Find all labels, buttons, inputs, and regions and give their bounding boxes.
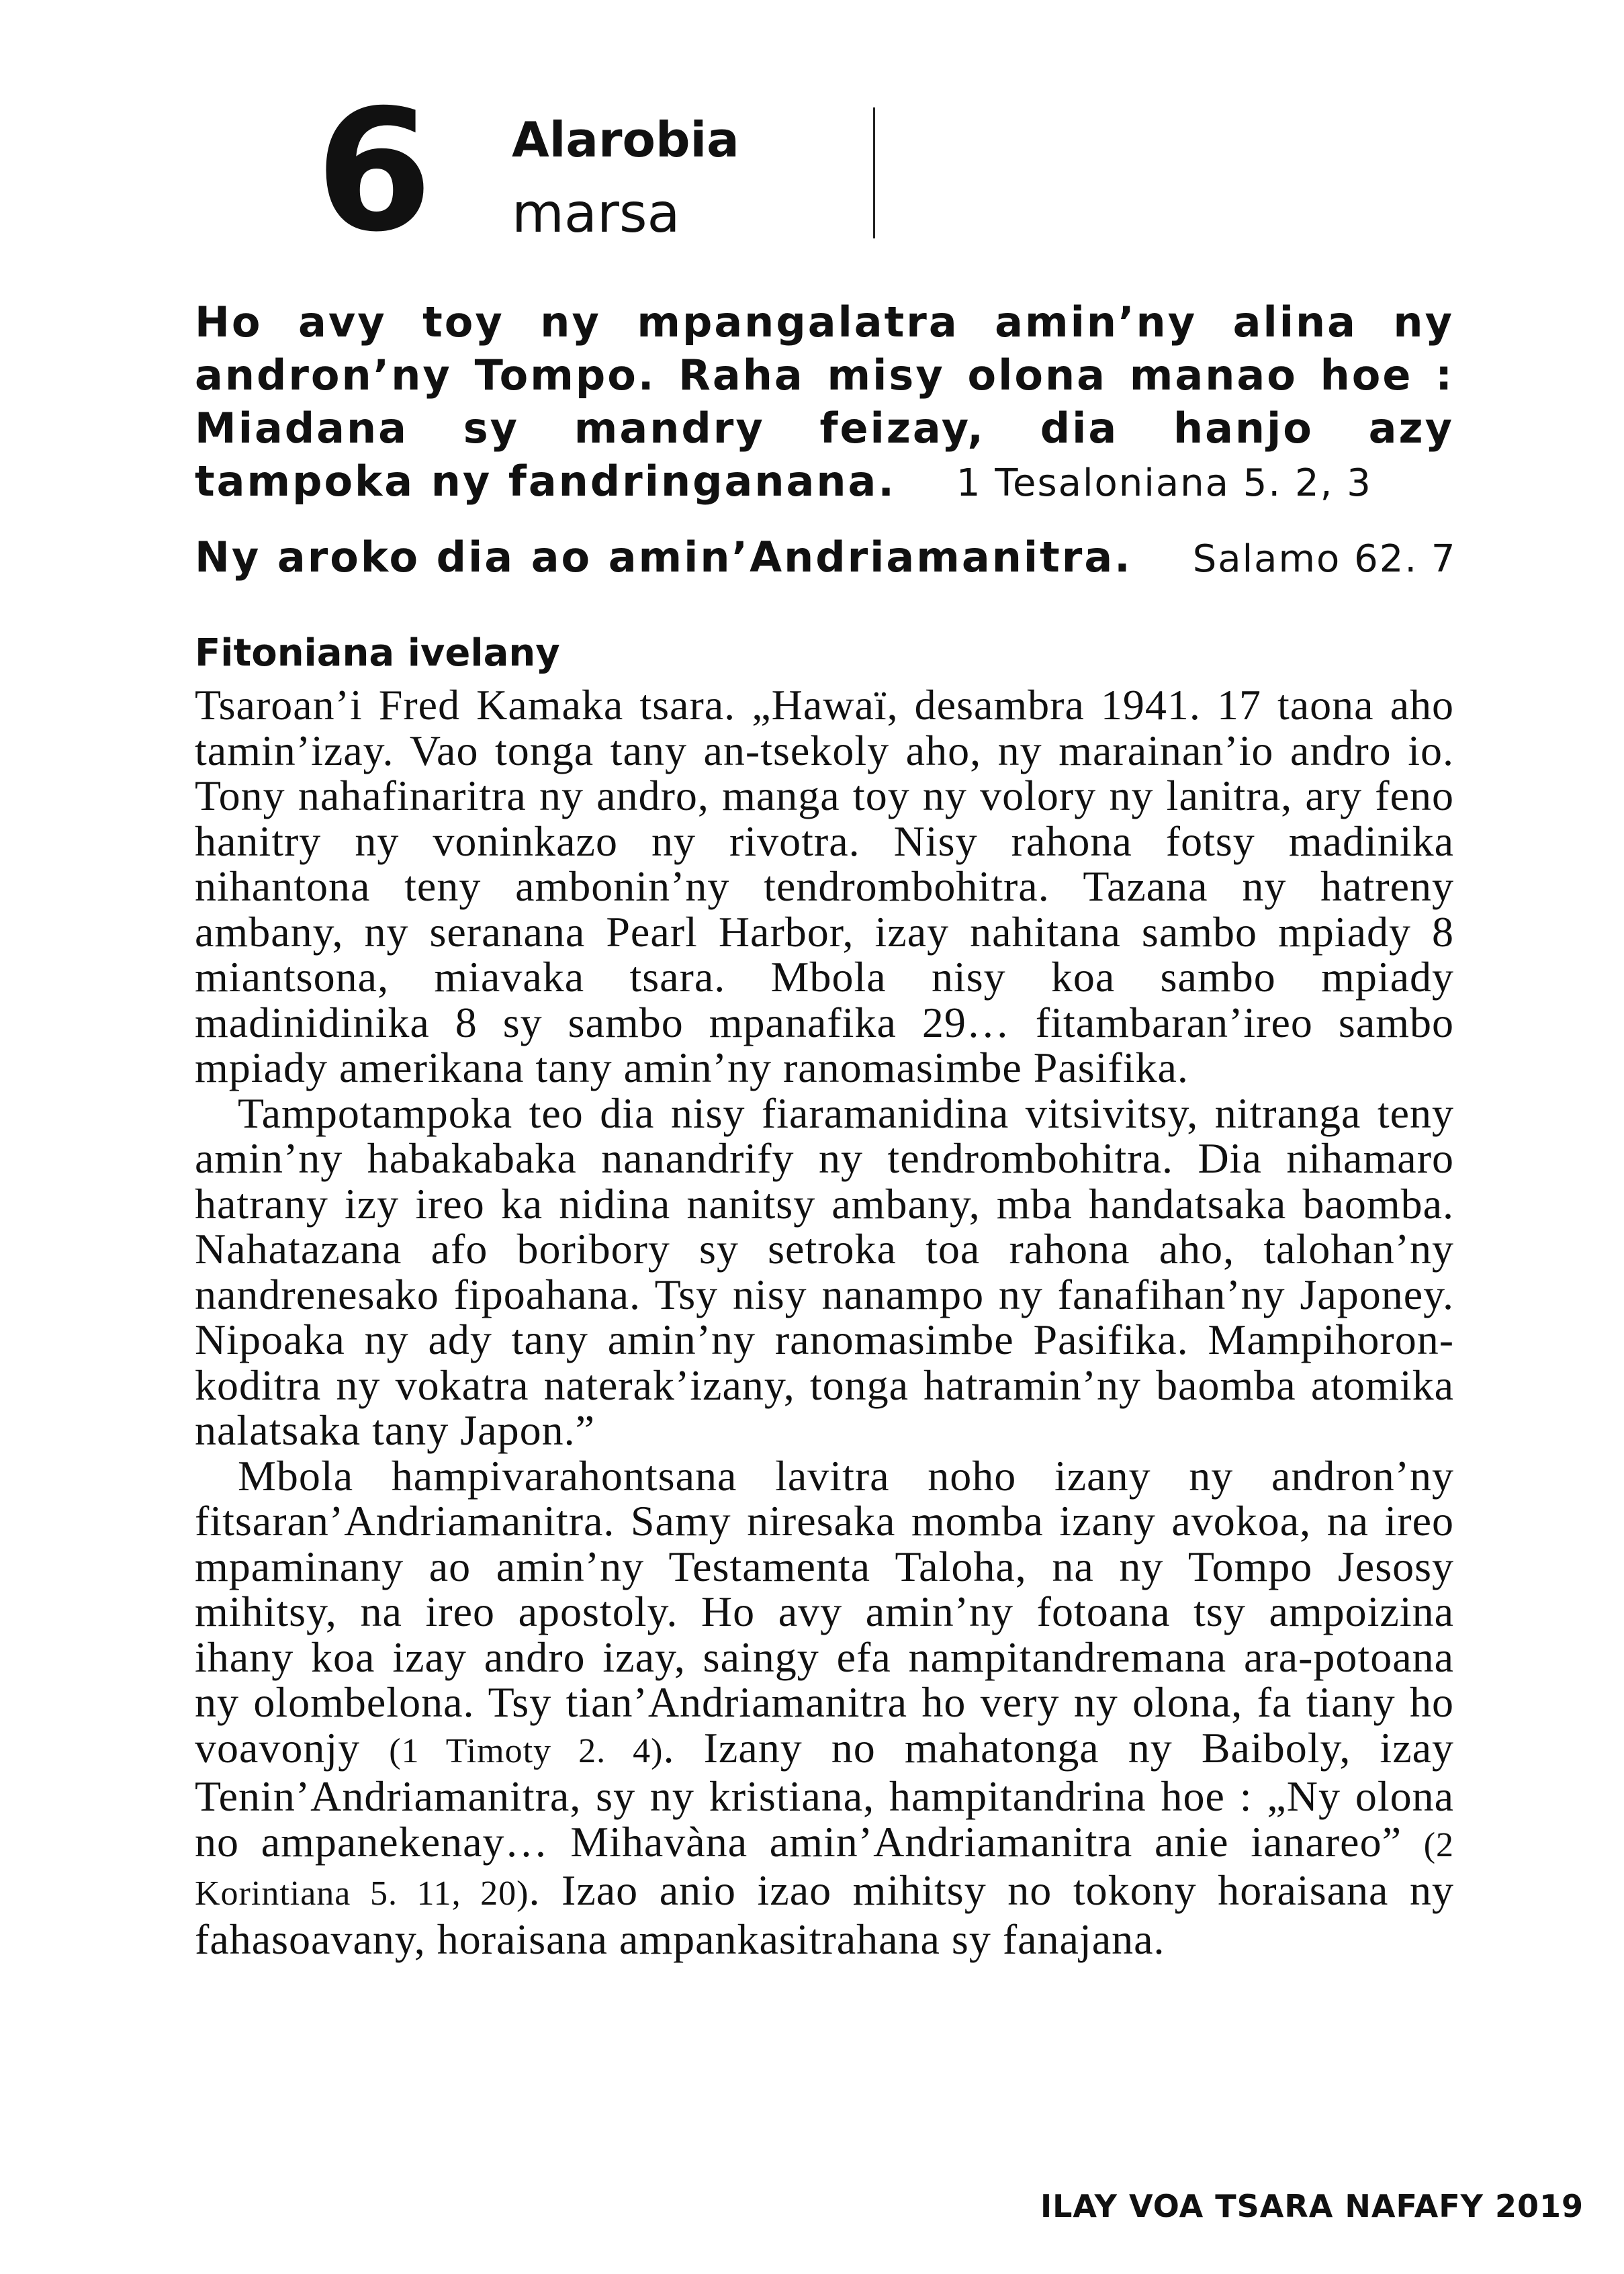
paragraph-3-text-c: . Izao anio izao mihitsy no tokony horaisana ny fahasoavany, horaisana ampankasitrahana sy fanajana. bbox=[195, 1866, 1455, 1963]
verse-second bbox=[195, 531, 1457, 586]
article-body bbox=[195, 682, 1454, 1962]
weekday: Alarobia bbox=[512, 111, 739, 168]
verse-first-reference: 1 Tesaloniana 5. 2, 3 bbox=[956, 461, 1372, 505]
article-paragraph-1: Tsaroan’i Fred Kamaka tsara. „Hawaï, desambra 1941. 17 taona aho tamin’izay. Vao tonga tany an-tsekoly aho, ny marainan’io andro io. Tony nahafinaritra ny andro, manga toy ny volory ny lanitra, ary feno hanitry ny voninkazo ny rivotra. Nisy rahona fotsy madinika nihantona teny ambonin’ny tendrombohitra. Tazana ny hatreny ambany, ny seranana Pearl Harbor, izay nahitana sambo mpiady 8 miantsona, miavaka tsara. Mbola nisy koa sambo mpiady madinidinika 8 sy sambo mpanafika 29… fitambaran’ireo sambo mpiady amerikana tany amin’ny ranomasimbe Pasifika. bbox=[195, 681, 1454, 1091]
article-paragraph-2: Tampotampoka teo dia nisy fiaramanidina vitsivitsy, nitranga teny amin’ny habakabaka nanandrify ny tendrombohitra. Dia nihamaro hatrany izy ireo ka nidina nanitsy ambany, mba handatsaka baomba. Nahatazana afo boribory sy setroka toa rahona aho, talohan’ny nandrenesako fipoahana. Tsy nisy nanampo ny fanafihan’ny Japoney. Nipoaka ny ady tany amin’ny ranomasimbe Pasifika. Mampihoron-koditra ny vokatra naterak’izany, tonga hatramin’ny baomba atomika nalatsaka tany Japon.” bbox=[195, 1089, 1454, 1454]
article-title: Fitoniana ivelany bbox=[195, 631, 560, 675]
month: marsa bbox=[512, 182, 680, 244]
paragraph-3-text-a: Mbola hampivarahontsana lavitra noho izany ny andron’ny fitsaran’Andriamanitra. Samy niresaka momba izany avokoa, na ireo mpaminany ao amin’ny Testamenta Taloha, na ny Tompo Jesosy mihitsy, na ireo apostoly. Ho avy amin’ny fotoana tsy ampoizina ihany koa izay andro izay, saingy efa nampitandremana ara-potoana ny olombelona. Tsy tian’Andriamanitra ho very ny olona, fa tiany ho voavonjy bbox=[195, 1451, 1454, 1772]
article-paragraph-3 bbox=[195, 1453, 1454, 1962]
paragraph-3-text-b: . Izany no mahatonga ny Baiboly, izay Tenin’Andriamanitra, sy ny kristiana, hampitandrina hoe : „Ny olona no ampanekenay… Mihavàna amin’Andriamanitra anie ianareo” bbox=[195, 1723, 1455, 1866]
footer-publication: ILAY VOA TSARA NAFAFY 2019 bbox=[1040, 2188, 1584, 2224]
header-divider bbox=[873, 107, 875, 238]
day-number: 6 bbox=[316, 73, 430, 269]
verse-second-text: Ny aroko dia ao amin’Andriamanitra. bbox=[195, 533, 1132, 582]
paragraph-3-reference-a: (1 Timoty 2. 4) bbox=[389, 1731, 664, 1770]
paragraph-3-reference-b: (2 Korintiana 5. 11, 20) bbox=[195, 1825, 1455, 1913]
verse-second-reference: Salamo 62. 7 bbox=[1192, 537, 1457, 581]
verse-first bbox=[195, 295, 1454, 510]
verse-first-text: Ho avy toy ny mpangalatra amin’ny alina ny andron’ny Tompo. Raha misy olona manao hoe : Miadana sy mandry feizay, dia hanjo azy tampoka ny fandringanana. bbox=[195, 298, 1454, 506]
